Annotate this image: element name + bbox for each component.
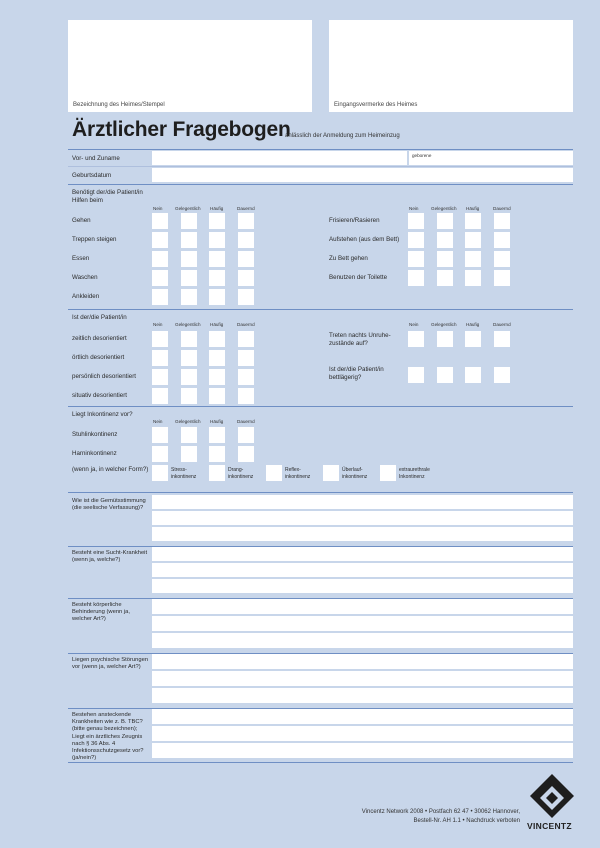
bedridden-checkbox-0[interactable]: [408, 367, 424, 383]
section-rule: [68, 406, 573, 407]
help-item-4-checkbox-3[interactable]: [238, 289, 254, 305]
help-right-item-label: Zu Bett gehen: [329, 255, 368, 262]
birthdate-label: Geburtsdatum: [72, 172, 112, 179]
disorientation-item-3-checkbox-0[interactable]: [152, 388, 168, 404]
question-label: Wie ist die Gemütsstimmung (die seelische Verfassung)?: [72, 498, 146, 512]
inc-header-1: Gelegentlich: [175, 419, 201, 424]
dis-right-header-1: Gelegentlich: [431, 322, 457, 327]
incontinence-type-checkbox[interactable]: [266, 465, 282, 481]
help-item-2-checkbox-1[interactable]: [181, 251, 197, 267]
help-header-1: Gelegentlich: [175, 206, 201, 211]
incontinence-item-1-checkbox-2[interactable]: [209, 446, 225, 462]
row-separator: [68, 166, 573, 167]
disorientation-item-1-checkbox-1[interactable]: [181, 350, 197, 366]
incontinence-type-label: Überlauf-inkontinenz: [342, 467, 368, 480]
incontinence-type-checkbox[interactable]: [152, 465, 168, 481]
disorientation-item-2-checkbox-0[interactable]: [152, 369, 168, 385]
answer-line-field[interactable]: [152, 563, 573, 577]
answer-line-field[interactable]: [152, 495, 573, 509]
help-item-4-checkbox-0[interactable]: [152, 289, 168, 305]
name-label: Vor- und Zuname: [72, 155, 120, 162]
help-right-item-0-checkbox-2[interactable]: [465, 213, 481, 229]
help-right-header-2: Häufig: [466, 206, 480, 211]
help-header-0: Nein: [153, 206, 163, 211]
help-right-header-3: Dauernd: [493, 206, 511, 211]
help-item-0-checkbox-1[interactable]: [181, 213, 197, 229]
dis-right-header-0: Nein: [409, 322, 419, 327]
answer-line-field[interactable]: [152, 547, 573, 561]
disorientation-item-label: zeitlich desorientiert: [72, 335, 127, 342]
answer-line-field[interactable]: [152, 709, 573, 724]
entry-notes-box[interactable]: [329, 20, 573, 112]
question-label: Besteht körperliche Behinderung (wenn ja, welcher Art?): [72, 602, 131, 623]
answer-line-field[interactable]: [152, 616, 573, 631]
incontinence-type-label: Drang-inkontinenz: [228, 467, 254, 480]
help-item-4-checkbox-1[interactable]: [181, 289, 197, 305]
help-right-item-0-checkbox-0[interactable]: [408, 213, 424, 229]
restlessness-checkbox-3[interactable]: [494, 331, 510, 347]
help-right-item-2-checkbox-0[interactable]: [408, 251, 424, 267]
help-item-0-checkbox-0[interactable]: [152, 213, 168, 229]
incontinence-item-1-checkbox-1[interactable]: [181, 446, 197, 462]
disorientation-item-3-checkbox-1[interactable]: [181, 388, 197, 404]
incontinence-item-0-checkbox-3[interactable]: [238, 427, 254, 443]
footer-text: [280, 808, 520, 825]
help-question: Benötigt der/die Patient/in Hilfen beim: [72, 189, 143, 204]
incontinence-item-label: Harninkontinenz: [72, 450, 117, 457]
page-title: Ärztlicher Fragebogen: [72, 118, 291, 141]
help-right-item-1-checkbox-3[interactable]: [494, 232, 510, 248]
question-label: Besteht eine Sucht-Krankheit (wenn ja, welche?): [72, 550, 148, 564]
inc-header-3: Dauernd: [237, 419, 255, 424]
help-item-1-checkbox-3[interactable]: [238, 232, 254, 248]
disorientation-item-0-checkbox-3[interactable]: [238, 331, 254, 347]
help-item-label: Treppen steigen: [72, 236, 117, 243]
birthdate-field[interactable]: [152, 168, 573, 182]
disorientation-item-1-checkbox-2[interactable]: [209, 350, 225, 366]
incontinence-type-checkbox[interactable]: [380, 465, 396, 481]
bedridden-question: Ist der/die Patient/in bettlägerig?: [329, 366, 384, 381]
answer-line-field[interactable]: [152, 633, 573, 648]
inc-header-2: Häufig: [210, 419, 224, 424]
answer-line-field[interactable]: [152, 671, 573, 686]
incontinence-item-label: Stuhlinkontinenz: [72, 431, 118, 438]
entry-notes-caption: Eingangsvermerke des Heimes: [334, 102, 418, 108]
help-item-2-checkbox-0[interactable]: [152, 251, 168, 267]
help-item-1-checkbox-2[interactable]: [209, 232, 225, 248]
name-field[interactable]: [152, 151, 407, 165]
answer-line-field[interactable]: [152, 688, 573, 703]
incontinence-question: Liegt Inkontinenz vor?: [72, 411, 133, 418]
help-right-item-label: Aufstehen (aus dem Bett): [329, 236, 400, 243]
incontinence-item-1-checkbox-0[interactable]: [152, 446, 168, 462]
disorientation-item-2-checkbox-2[interactable]: [209, 369, 225, 385]
dis-header-0: Nein: [153, 322, 163, 327]
help-right-item-0-checkbox-1[interactable]: [437, 213, 453, 229]
incontinence-type-label: Reflex-inkontinenz: [285, 467, 311, 480]
help-item-1-checkbox-1[interactable]: [181, 232, 197, 248]
help-item-label: Ankleiden: [72, 293, 100, 300]
disorientation-item-1-checkbox-0[interactable]: [152, 350, 168, 366]
answer-line-field[interactable]: [152, 527, 573, 541]
answer-line-field[interactable]: [152, 511, 573, 525]
disorientation-item-2-checkbox-1[interactable]: [181, 369, 197, 385]
answer-line-field[interactable]: [152, 599, 573, 614]
help-header-2: Häufig: [210, 206, 224, 211]
help-right-item-1-checkbox-2[interactable]: [465, 232, 481, 248]
disorientation-item-3-checkbox-3[interactable]: [238, 388, 254, 404]
help-item-label: Gehen: [72, 217, 91, 224]
vincentz-logo-icon: [530, 774, 574, 818]
answer-line-field[interactable]: [152, 654, 573, 669]
help-item-label: Essen: [72, 255, 90, 262]
help-item-2-checkbox-2[interactable]: [209, 251, 225, 267]
disorientation-item-0-checkbox-1[interactable]: [181, 331, 197, 347]
incontinence-form-label: (wenn ja, in welcher Form?): [72, 466, 149, 473]
incontinence-type-checkbox[interactable]: [209, 465, 225, 481]
restlessness-question: Treten nachts Unruhe-zustände auf?: [329, 332, 391, 347]
dis-header-1: Gelegentlich: [175, 322, 201, 327]
help-item-0-checkbox-3[interactable]: [238, 213, 254, 229]
restlessness-checkbox-0[interactable]: [408, 331, 424, 347]
born-label: geborene: [412, 153, 432, 158]
help-right-item-3-checkbox-0[interactable]: [408, 270, 424, 286]
answer-line-field[interactable]: [152, 743, 573, 758]
disorientation-item-label: situativ desorientiert: [72, 392, 128, 399]
help-right-item-3-checkbox-3[interactable]: [494, 270, 510, 286]
footer-line-2: Bestell-Nr. AH 1.1 • Nachdruck verboten: [413, 817, 520, 824]
section-rule: [68, 149, 573, 150]
help-right-item-3-checkbox-1[interactable]: [437, 270, 453, 286]
disorientation-question: Ist der/die Patient/in: [72, 314, 127, 321]
help-right-item-0-checkbox-3[interactable]: [494, 213, 510, 229]
bedridden-checkbox-3[interactable]: [494, 367, 510, 383]
bedridden-checkbox-1[interactable]: [437, 367, 453, 383]
answer-line-field[interactable]: [152, 579, 573, 593]
stamp-caption: Bezeichnung des Heimes/Stempel: [73, 102, 165, 108]
help-right-item-3-checkbox-2[interactable]: [465, 270, 481, 286]
disorientation-item-3-checkbox-2[interactable]: [209, 388, 225, 404]
help-right-item-2-checkbox-2[interactable]: [465, 251, 481, 267]
incontinence-item-1-checkbox-3[interactable]: [238, 446, 254, 462]
incontinence-type-checkbox[interactable]: [323, 465, 339, 481]
disorientation-item-0-checkbox-2[interactable]: [209, 331, 225, 347]
incontinence-type-label: extraurethrale Inkontinenz: [399, 467, 430, 480]
section-rule: [68, 492, 573, 493]
page-subtitle: anlässlich der Anmeldung zum Heimeinzug: [285, 133, 400, 139]
disorientation-item-1-checkbox-3[interactable]: [238, 350, 254, 366]
brand-name: VINCENTZ: [527, 821, 572, 831]
help-right-item-label: Frisieren/Rasieren: [329, 217, 380, 224]
question-label: Bestehen ansteckende Krankheiten wie z. B. TBC? (bitte genau bezeichnen); Liegt ein ärztliches Zeugnis nach § 36 Abs. 4 Infektionsschutzgesetz vor? (ja/nein?): [72, 712, 144, 762]
help-item-0-checkbox-2[interactable]: [209, 213, 225, 229]
answer-line-field[interactable]: [152, 726, 573, 741]
help-right-header-1: Gelegentlich: [431, 206, 457, 211]
incontinence-item-0-checkbox-2[interactable]: [209, 427, 225, 443]
question-label: Liegen psychische Störungen vor (wenn ja, welcher Art?): [72, 657, 149, 671]
dis-header-3: Dauernd: [237, 322, 255, 327]
help-item-2-checkbox-3[interactable]: [238, 251, 254, 267]
disorientation-item-2-checkbox-3[interactable]: [238, 369, 254, 385]
disorientation-item-0-checkbox-0[interactable]: [152, 331, 168, 347]
help-item-3-checkbox-0[interactable]: [152, 270, 168, 286]
help-header-3: Dauernd: [237, 206, 255, 211]
inc-header-0: Nein: [153, 419, 163, 424]
help-right-item-1-checkbox-0[interactable]: [408, 232, 424, 248]
dis-right-header-2: Häufig: [466, 322, 480, 327]
help-right-item-1-checkbox-1[interactable]: [437, 232, 453, 248]
incontinence-type-label: Stress-inkontinenz: [171, 467, 197, 480]
section-rule: [68, 184, 573, 185]
stamp-box[interactable]: [68, 20, 312, 112]
disorientation-item-label: persönlich desorientiert: [72, 373, 136, 380]
dis-header-2: Häufig: [210, 322, 224, 327]
disorientation-item-label: örtlich desorientiert: [72, 354, 125, 361]
help-item-3-checkbox-3[interactable]: [238, 270, 254, 286]
section-rule: [68, 762, 573, 763]
help-right-item-2-checkbox-3[interactable]: [494, 251, 510, 267]
help-right-header-0: Nein: [409, 206, 419, 211]
restlessness-checkbox-2[interactable]: [465, 331, 481, 347]
help-item-3-checkbox-2[interactable]: [209, 270, 225, 286]
help-item-label: Waschen: [72, 274, 98, 281]
incontinence-item-0-checkbox-0[interactable]: [152, 427, 168, 443]
help-right-item-label: Benutzen der Toilette: [329, 274, 388, 281]
section-rule: [68, 309, 573, 310]
bedridden-checkbox-2[interactable]: [465, 367, 481, 383]
help-item-1-checkbox-0[interactable]: [152, 232, 168, 248]
dis-right-header-3: Dauernd: [493, 322, 511, 327]
born-name-field[interactable]: [409, 151, 573, 165]
help-item-4-checkbox-2[interactable]: [209, 289, 225, 305]
incontinence-item-0-checkbox-1[interactable]: [181, 427, 197, 443]
help-right-item-2-checkbox-1[interactable]: [437, 251, 453, 267]
footer-line-1: Vincentz Network 2008 • Postfach 62 47 • 30062 Hannover,: [361, 809, 520, 815]
restlessness-checkbox-1[interactable]: [437, 331, 453, 347]
help-item-3-checkbox-1[interactable]: [181, 270, 197, 286]
